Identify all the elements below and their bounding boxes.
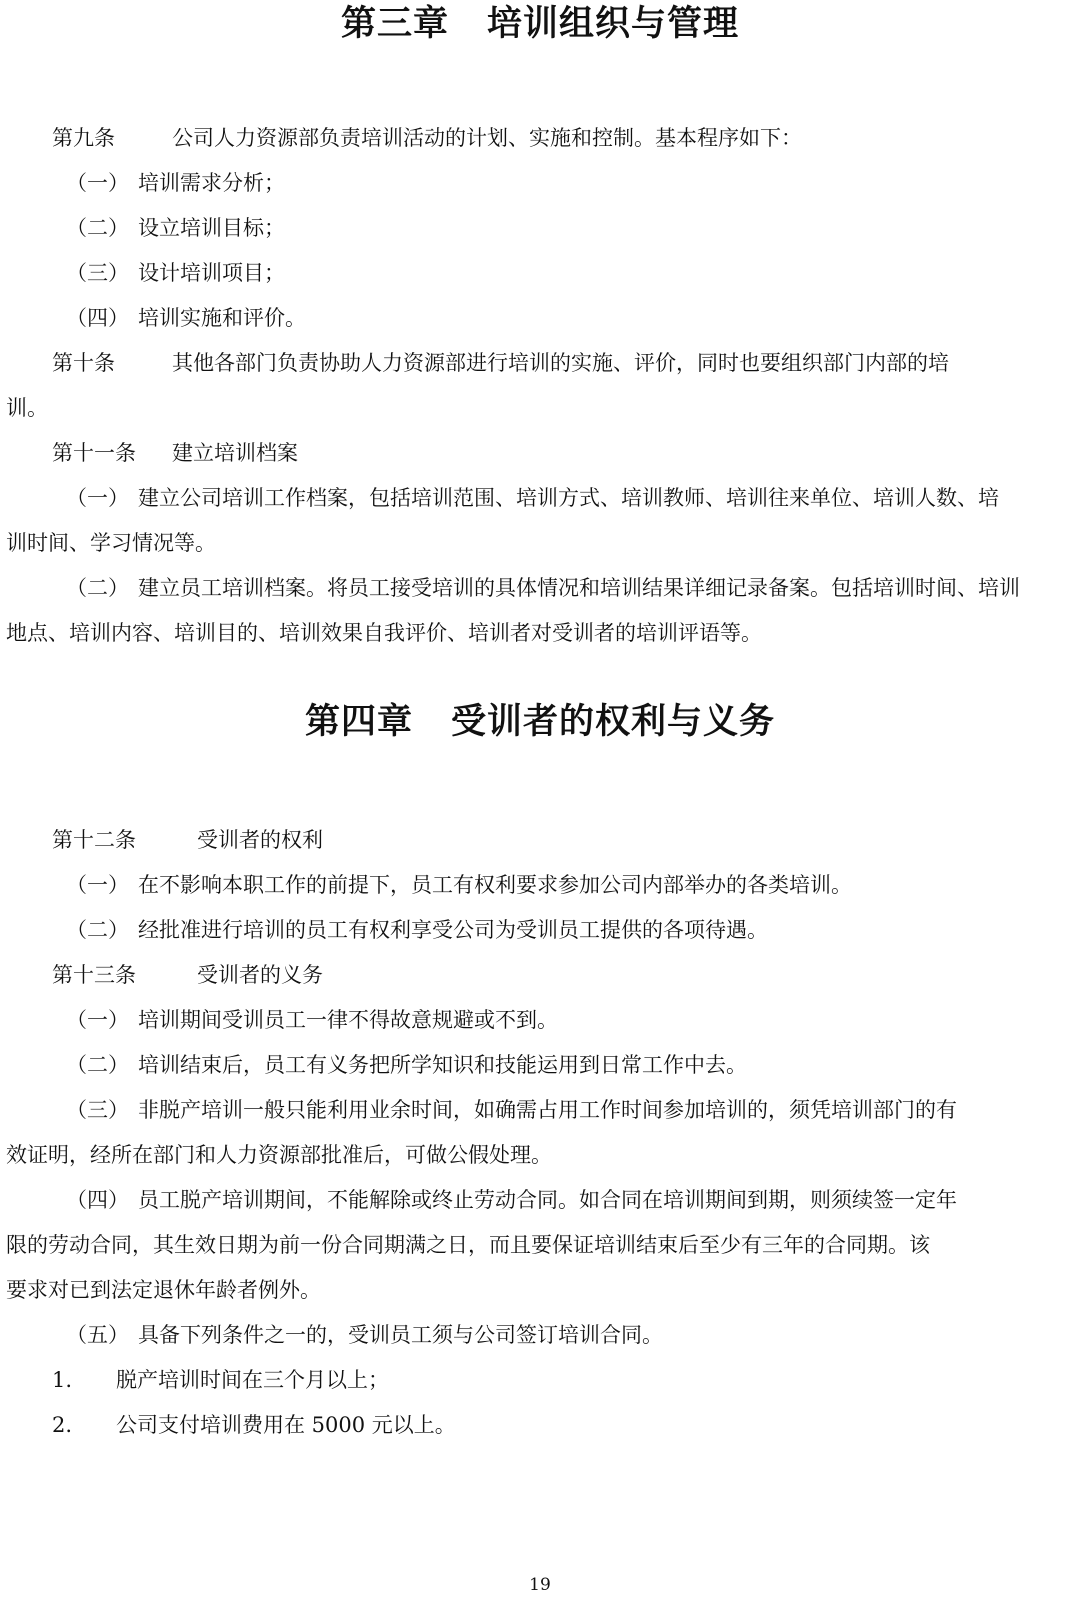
article-9 (6, 116, 1050, 161)
article-13-item-4 (6, 1178, 1050, 1223)
item-number: （一） (66, 873, 129, 897)
item-text: 培训结束后，员工有义务把所学知识和技能运用到日常工作中去。 (138, 1053, 747, 1077)
condition-text: 脱产培训时间在三个月以上； (116, 1368, 389, 1392)
item-text: 培训期间受训员工一律不得故意规避或不到。 (138, 1008, 558, 1032)
item-number: （三） (66, 261, 129, 285)
article-13-item-3 (6, 1088, 1050, 1133)
chapter-4-title (0, 700, 1080, 744)
item-text: 培训需求分析； (138, 171, 285, 195)
article-12 (6, 818, 1050, 863)
item-text: 设立培训目标； (138, 216, 285, 240)
article-12-item-2 (6, 908, 1050, 953)
article-12-item-1 (6, 863, 1050, 908)
item-number: （二） (66, 918, 129, 942)
item-number: （一） (66, 486, 129, 510)
article-13-item-4-wrap-2: 要求对已到法定退休年龄者例外。 (6, 1278, 321, 1302)
chapter-3-number: 第三章 (340, 4, 449, 44)
item-number: （四） (66, 1188, 129, 1212)
article-12-text: 受训者的权利 (197, 828, 323, 852)
item-number: （二） (66, 1053, 129, 1077)
article-13-item-4-wrap-1: 限的劳动合同，其生效日期为前一份合同期满之日，而且要保证培训结束后至少有三年的合同期。该 (6, 1233, 930, 1257)
item-number: （二） (66, 576, 129, 600)
item-number: （二） (66, 216, 129, 240)
chapter-4-heading: 受训者的权利与义务 (451, 702, 776, 742)
article-9-number: 第九条 (52, 126, 115, 150)
item-number: （一） (66, 171, 129, 195)
article-10-text: 其他各部门负责协助人力资源部进行培训的实施、评价，同时也要组织部门内部的培 (172, 351, 949, 375)
article-11-item-2 (6, 566, 1050, 611)
chapter-3-body (6, 116, 1050, 656)
article-9-item-2 (6, 206, 1050, 251)
item-number: （三） (66, 1098, 129, 1122)
item-text: 建立公司培训工作档案，包括培训范围、培训方式、培训教师、培训往来单位、培训人数、培 (138, 486, 999, 510)
item-text: 建立员工培训档案。将员工接受培训的具体情况和培训结果详细记录备案。包括培训时间、培训 (138, 576, 1020, 600)
article-13 (6, 953, 1050, 998)
article-13-item-1 (6, 998, 1050, 1043)
article-13-number: 第十三条 (52, 963, 136, 987)
item-number: （四） (66, 306, 129, 330)
article-10-number: 第十条 (52, 351, 115, 375)
article-11-item-1-wrap: 训时间、学习情况等。 (6, 531, 216, 555)
item-text: 设计培训项目； (138, 261, 285, 285)
condition-1 (6, 1358, 1050, 1403)
article-12-number: 第十二条 (52, 828, 136, 852)
article-11-number: 第十一条 (52, 441, 136, 465)
condition-number: 1. (52, 1368, 73, 1392)
item-text: 培训实施和评价。 (138, 306, 306, 330)
article-11-item-1 (6, 476, 1050, 521)
condition-text: 公司支付培训费用在 5000 元以上。 (116, 1413, 456, 1437)
article-13-item-5 (6, 1313, 1050, 1358)
item-text: 具备下列条件之一的，受训员工须与公司签订培训合同。 (138, 1323, 663, 1347)
page-number: 19 (529, 1575, 551, 1595)
article-11 (6, 431, 1050, 476)
chapter-4-body (6, 818, 1050, 1448)
article-9-item-3 (6, 251, 1050, 296)
chapter-4-number: 第四章 (304, 702, 413, 742)
chapter-3-title (0, 2, 1080, 46)
article-9-item-1 (6, 161, 1050, 206)
item-text: 员工脱产培训期间，不能解除或终止劳动合同。如合同在培训期间到期，则须续签一定年 (138, 1188, 957, 1212)
article-9-text: 公司人力资源部负责培训活动的计划、实施和控制。基本程序如下： (172, 126, 802, 150)
article-10 (6, 341, 1050, 386)
article-10-wrap: 训。 (6, 396, 48, 420)
article-11-text: 建立培训档案 (172, 441, 298, 465)
item-text: 在不影响本职工作的前提下，员工有权利要求参加公司内部举办的各类培训。 (138, 873, 852, 897)
item-number: （一） (66, 1008, 129, 1032)
article-11-item-2-wrap: 地点、培训内容、培训目的、培训效果自我评价、培训者对受训者的培训评语等。 (6, 621, 762, 645)
chapter-3-heading: 培训组织与管理 (487, 4, 740, 44)
item-text: 非脱产培训一般只能利用业余时间，如确需占用工作时间参加培训的，须凭培训部门的有 (138, 1098, 957, 1122)
article-13-item-2 (6, 1043, 1050, 1088)
condition-2 (6, 1403, 1050, 1448)
article-9-item-4 (6, 296, 1050, 341)
condition-number: 2. (52, 1413, 73, 1437)
item-number: （五） (66, 1323, 129, 1347)
article-13-text: 受训者的义务 (197, 963, 323, 987)
article-13-item-3-wrap: 效证明，经所在部门和人力资源部批准后，可做公假处理。 (6, 1143, 552, 1167)
item-text: 经批准进行培训的员工有权利享受公司为受训员工提供的各项待遇。 (138, 918, 768, 942)
